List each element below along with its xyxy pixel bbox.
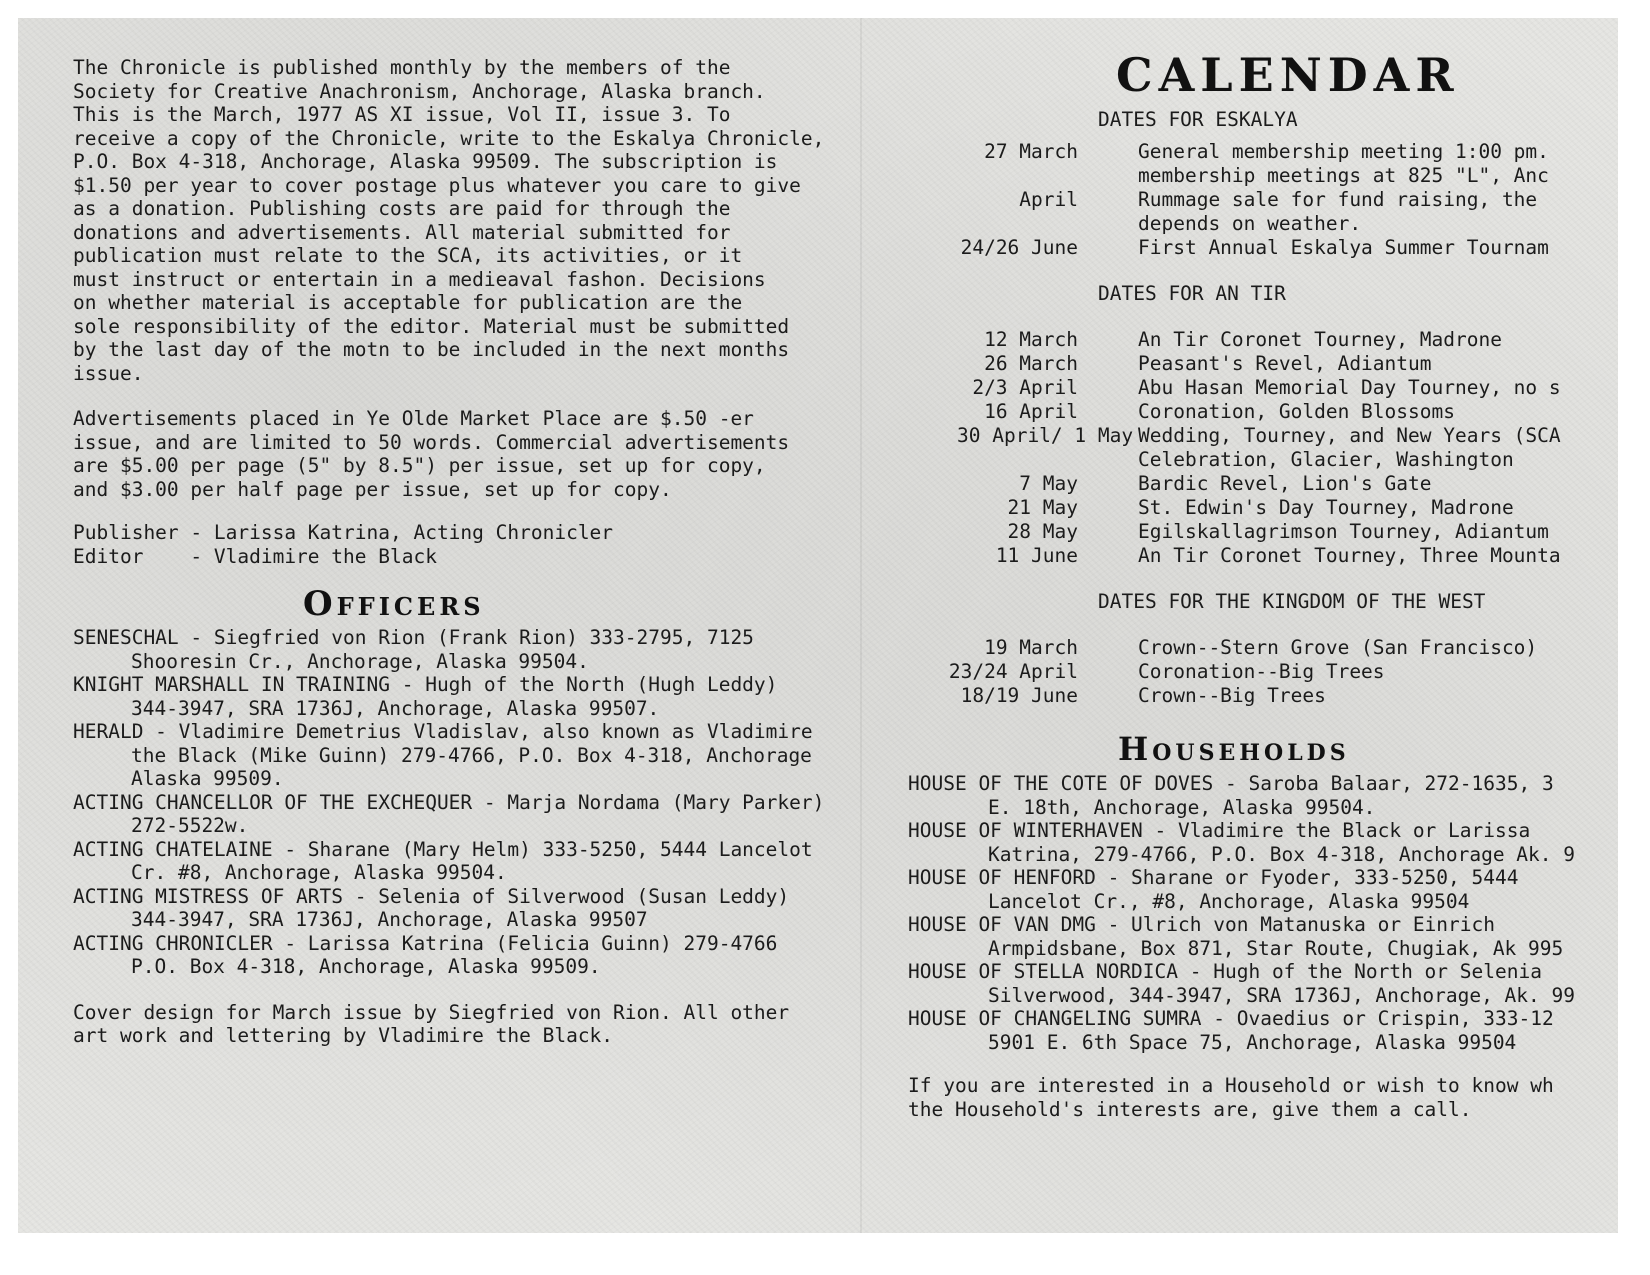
event-date-blank <box>888 212 1138 236</box>
event-desc: First Annual Eskalya Summer Tournam <box>1138 236 1549 259</box>
event-date: 12 March <box>984 328 1078 351</box>
event-desc: An Tir Coronet Tourney, Madrone <box>1138 328 1502 351</box>
officer-entry <box>73 791 873 838</box>
event-date: 18/19 June <box>960 684 1078 707</box>
calendar-group-an-tir <box>888 282 1618 568</box>
event-list <box>888 328 1618 568</box>
officer-line-cont: Shooresin Cr., Anchorage, Alaska 99504. <box>131 649 589 673</box>
household-line-cont: Silverwood, 344-3947, SRA 1736J, Anchorage, Ak. 99 <box>988 983 1575 1007</box>
event-date: 24/26 June <box>960 236 1078 259</box>
right-column <box>888 48 1618 1121</box>
event-desc: membership meetings at 825 "L", Anc <box>1138 164 1549 187</box>
event-desc: Coronation--Big Trees <box>1138 660 1385 683</box>
officer-line: HERALD - Vladimire Demetrius Vladislav, also known as Vladimire <box>73 720 813 743</box>
officer-line: ACTING CHATELAINE - Sharane (Mary Helm) 333-5250, 5444 Lancelot <box>73 837 813 861</box>
officer-line-cont: Alaska 99509. <box>131 767 284 790</box>
event-date: 21 May <box>1007 496 1078 519</box>
officer-line: ACTING MISTRESS OF ARTS - Selenia of Silverwood (Susan Leddy) <box>73 884 790 908</box>
event-date: 27 March <box>984 140 1078 163</box>
household-line-cont: E. 18th, Anchorage, Alaska 99504. <box>988 795 1376 819</box>
officer-line-cont: Cr. #8, Anchorage, Alaska 99504. <box>131 861 507 884</box>
household-line: HOUSE OF HENFORD - Sharane or Fyoder, 333-5250, 5444 <box>908 866 1519 889</box>
newsletter-page <box>18 18 1618 1233</box>
household-entry <box>888 866 1618 913</box>
event-desc: Rummage sale for fund raising, the <box>1138 188 1538 211</box>
calendar-group-eskalya <box>888 108 1618 260</box>
event-date: 26 March <box>984 352 1078 375</box>
event-list <box>888 140 1618 260</box>
household-line: HOUSE OF STELLA NORDICA - Hugh of the North or Selenia <box>908 960 1542 983</box>
calendar-group-kingdom-west <box>888 590 1618 708</box>
officer-line-cont: the Black (Mike Guinn) 279-4766, P.O. Box 4-318, Anchorage <box>131 743 812 767</box>
event-date: 16 April <box>984 400 1078 423</box>
event-date: April <box>1019 188 1078 211</box>
household-line: HOUSE OF THE COTE OF DOVES - Saroba Balaar, 272-1635, 3 <box>908 772 1554 795</box>
officer-entry <box>73 885 873 932</box>
officer-line-cont: P.O. Box 4-318, Anchorage, Alaska 99509. <box>131 955 601 978</box>
event-desc: St. Edwin's Day Tourney, Madrone <box>1138 496 1514 519</box>
household-line-cont: Armpidsbane, Box 871, Star Route, Chugiak, Ak 995 <box>988 936 1564 960</box>
intro-paragraph: The Chronicle is published monthly by the members of the Society for Creative Anachronism, Anchorage, Alaska branch. This is the March, 1977 AS XI issue, Vol II, issue 3. To receive a copy of the Chronicle, write to the Eskalya Chronicle, P.O. Box 4-318, Anchorage, Alaska 99509. The subscription is $1.50 per year to cover postage plus whatever you care to give as a donation. Publishing costs are paid for through the donations and advertisements. All material submitted for publication must relate to the SCA, its activities, or it must instruct or entertain in a medieaval fashon. Decisions on whether material is acceptable for publication are the sole responsibility of the editor. Material must be submitted by the last day of the motn to be included in the next months issue. <box>73 56 825 385</box>
household-line-cont: 5901 E. 6th Space 75, Anchorage, Alaska 99504 <box>988 1030 1517 1054</box>
officer-entry <box>73 673 873 720</box>
officer-line-cont: 344-3947, SRA 1736J, Anchorage, Alaska 99507 <box>131 908 648 931</box>
household-line-cont: Lancelot Cr., #8, Anchorage, Alaska 99504 <box>988 889 1470 913</box>
calendar-heading: CALENDAR <box>1116 48 1460 102</box>
event-date-blank <box>888 164 1138 188</box>
event-list <box>888 636 1618 708</box>
event-date: 28 May <box>1007 520 1078 543</box>
staff-list <box>73 521 873 568</box>
officers-heading: Officers <box>303 584 485 624</box>
household-entry <box>888 1007 1618 1054</box>
event-date: 19 March <box>984 636 1078 659</box>
officers-list <box>73 626 873 979</box>
event-desc: depends on weather. <box>1138 212 1362 235</box>
officer-line: SENESCHAL - Siegfried von Rion (Frank Rion) 333-2795, 7125 <box>73 626 754 649</box>
event-date: 11 June <box>995 544 1078 567</box>
advertising-paragraph: Advertisements placed in Ye Olde Market Place are $.50 -er issue, and are limited to 50 words. Commercial advertisements are $5.00 per page (5" by 8.5") per issue, set up for copy, and $3.00 per half page per issue, set up for copy. <box>73 407 790 501</box>
household-line-cont: Katrina, 279-4766, P.O. Box 4-318, Anchorage Ak. 9 <box>988 842 1575 866</box>
event-date: 23/24 April <box>948 660 1078 683</box>
left-column <box>73 56 873 1048</box>
event-desc: An Tir Coronet Tourney, Three Mounta <box>1138 544 1561 567</box>
household-entry <box>888 819 1618 866</box>
officer-line-cont: 344-3947, SRA 1736J, Anchorage, Alaska 99507. <box>131 696 660 720</box>
calendar-section-heading: DATES FOR ESKALYA <box>1098 108 1298 131</box>
households-closing-note: If you are interested in a Household or wish to know wh the Household's interests are, give them a call. <box>908 1074 1554 1121</box>
calendar-section-heading: DATES FOR AN TIR <box>1098 282 1286 305</box>
event-desc: Wedding, Tourney, and New Years (SCA <box>1138 424 1561 447</box>
officer-entry <box>73 932 873 979</box>
event-date: 30 April/ 1 May <box>957 424 1134 447</box>
event-desc: Crown--Stern Grove (San Francisco) <box>1138 636 1538 659</box>
household-entry <box>888 913 1618 960</box>
event-date: 2/3 April <box>972 376 1078 399</box>
officer-entry <box>73 626 873 673</box>
event-desc: Coronation, Golden Blossoms <box>1138 400 1455 423</box>
event-desc: General membership meeting 1:00 pm. <box>1138 140 1549 163</box>
households-list <box>888 772 1618 1054</box>
event-desc: Egilskallagrimson Tourney, Adiantum <box>1138 520 1549 543</box>
calendar-section-heading: DATES FOR THE KINGDOM OF THE WEST <box>1098 590 1486 613</box>
editor-line: Editor - Vladimire the Black <box>73 544 437 568</box>
event-desc: Crown--Big Trees <box>1138 684 1326 707</box>
household-entry <box>888 772 1618 819</box>
officer-entry <box>73 720 873 791</box>
household-entry <box>888 960 1618 1007</box>
art-credits: Cover design for March issue by Siegfried von Rion. All other art work and lettering by Vladimire the Black. <box>73 1000 790 1047</box>
event-desc: Bardic Revel, Lion's Gate <box>1138 472 1432 495</box>
household-line: HOUSE OF VAN DMG - Ulrich von Matanuska or Einrich <box>908 913 1495 936</box>
event-date-blank <box>888 448 1138 472</box>
publisher-line: Publisher - Larissa Katrina, Acting Chronicler <box>73 521 614 544</box>
households-heading: Households <box>1118 730 1350 768</box>
event-desc: Celebration, Glacier, Washington <box>1138 448 1514 471</box>
officer-line: ACTING CHRONICLER - Larissa Katrina (Felicia Guinn) 279-4766 <box>73 931 778 955</box>
officer-line: ACTING CHANCELLOR OF THE EXCHEQUER - Marja Nordama (Mary Parker) <box>73 790 825 814</box>
household-line: HOUSE OF CHANGELING SUMRA - Ovaedius or Crispin, 333-12 <box>908 1007 1554 1030</box>
event-date: 7 May <box>1019 472 1078 495</box>
event-desc: Peasant's Revel, Adiantum <box>1138 352 1432 375</box>
household-line: HOUSE OF WINTERHAVEN - Vladimire the Black or Larissa <box>908 819 1531 842</box>
officer-line-cont: 272-5522w. <box>131 814 249 837</box>
officer-line: KNIGHT MARSHALL IN TRAINING - Hugh of the North (Hugh Leddy) <box>73 673 778 696</box>
officer-entry <box>73 838 873 885</box>
event-desc: Abu Hasan Memorial Day Tourney, no s <box>1138 376 1561 399</box>
